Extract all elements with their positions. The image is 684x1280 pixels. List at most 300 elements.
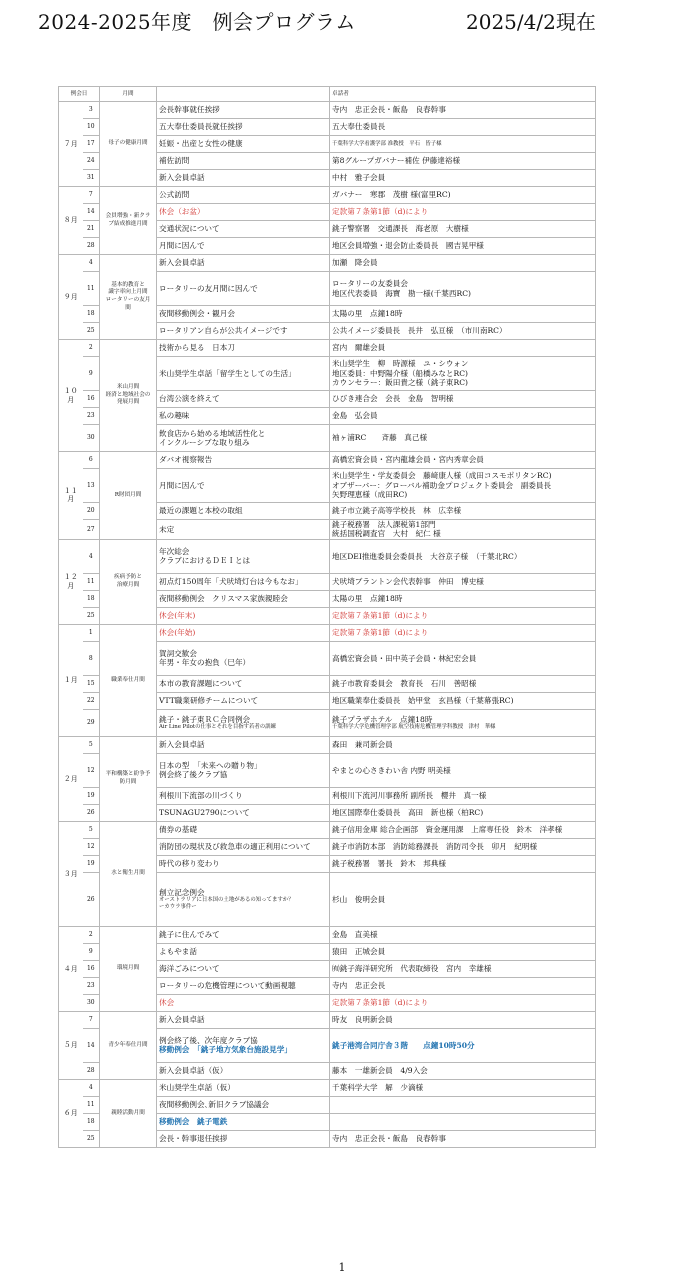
topic-line: 例会終了後、次年度クラブ協 bbox=[159, 1035, 258, 1045]
speaker-line: 時友 良明新会員 bbox=[332, 1015, 393, 1025]
topic-line: よもやま話 bbox=[159, 947, 197, 957]
speaker-line: 米山奨学生 柳 時源様 ユ・シウォン bbox=[332, 359, 469, 369]
speaker-cell bbox=[330, 238, 596, 255]
month-label: ６月 bbox=[59, 1079, 83, 1147]
speaker-cell bbox=[330, 306, 596, 323]
speaker-line: 地区会員増強・退会防止委員長 國吉晃甲様 bbox=[332, 241, 484, 251]
topic-line: 銚子に住んでみて bbox=[159, 930, 220, 940]
topic-line: 創立記念例会 bbox=[159, 887, 205, 897]
table-row bbox=[59, 255, 596, 272]
meeting-day: 18 bbox=[83, 590, 100, 607]
speaker-line: ロータリーの友委員会 bbox=[332, 279, 408, 289]
topic-line: 台湾公演を終えて bbox=[159, 394, 220, 404]
header-theme: 月間 bbox=[100, 87, 157, 102]
topic-line: 海洋ごみについて bbox=[159, 964, 220, 974]
topic-line: 補佐訪問 bbox=[159, 156, 190, 166]
speaker-cell bbox=[330, 692, 596, 709]
topic-line: 移動例会 「銚子地方気象台施設見学」 bbox=[159, 1045, 292, 1055]
topic-line: 月間に因んで bbox=[159, 480, 205, 490]
topic-cell bbox=[157, 323, 330, 340]
speaker-cell bbox=[330, 641, 596, 675]
topic-cell bbox=[157, 425, 330, 452]
meeting-day: 20 bbox=[83, 503, 100, 520]
header-speaker: 卓話者 bbox=[330, 87, 596, 102]
speaker-line: ㈲銚子海洋研究所 代表取締役 宮内 幸雄様 bbox=[332, 964, 492, 974]
meeting-day: 25 bbox=[83, 1130, 100, 1147]
topic-line: 会長・幹事退任挨拶 bbox=[159, 1134, 228, 1144]
month-label: ８月 bbox=[59, 187, 83, 255]
topic-cell bbox=[157, 675, 330, 692]
speaker-cell bbox=[330, 357, 596, 391]
speaker-line: 銚子信用金庫 総合企画部 資金運用課 上席専任役 鈴木 洋孝様 bbox=[332, 825, 563, 835]
month-theme-line: 経済と地域社会の bbox=[105, 391, 151, 398]
speaker-cell bbox=[330, 573, 596, 590]
speaker-line: 利根川下流河川事務所 副所長 櫻井 真一様 bbox=[332, 791, 487, 801]
speaker-cell bbox=[330, 1062, 596, 1079]
month-theme bbox=[100, 187, 157, 255]
topic-cell bbox=[157, 872, 330, 926]
topic-line: ロータリーの危機管理について動画視聴 bbox=[159, 981, 296, 991]
month-theme bbox=[100, 340, 157, 452]
month-label: １２月 bbox=[59, 539, 83, 624]
speaker-cell bbox=[330, 590, 596, 607]
topic-cell bbox=[157, 170, 330, 187]
month-theme bbox=[100, 539, 157, 624]
topic-cell bbox=[157, 943, 330, 960]
topic-line: 最近の課題と本校の取組 bbox=[159, 506, 243, 516]
meeting-day: 19 bbox=[83, 855, 100, 872]
table-row bbox=[59, 340, 596, 357]
speaker-line: 金島 直美様 bbox=[332, 930, 378, 940]
topic-line: 休会(年末) bbox=[159, 611, 196, 621]
speaker-cell bbox=[330, 960, 596, 977]
speaker-line: 銚子市消防本部 消防総務課長 消防司令長 卯月 紀明様 bbox=[332, 842, 538, 852]
topic-cell bbox=[157, 153, 330, 170]
topic-line: 新入会員卓話 bbox=[159, 740, 205, 750]
topic-line: 夜間移動例会 クリスマス家族親睦会 bbox=[159, 594, 288, 604]
topic-line: TSUNAGU2790について bbox=[159, 808, 250, 818]
topic-cell bbox=[157, 977, 330, 994]
speaker-line: 千葉科学大学 解 少滴様 bbox=[332, 1083, 424, 1093]
meeting-day: 25 bbox=[83, 607, 100, 624]
speaker-cell bbox=[330, 391, 596, 408]
topic-line: 時代の移り変わり bbox=[159, 859, 220, 869]
topic-cell bbox=[157, 1062, 330, 1079]
meeting-day: 8 bbox=[83, 641, 100, 675]
table-row bbox=[59, 102, 596, 119]
topic-line: 飲食店から始める地域活性化と bbox=[159, 428, 266, 438]
speaker-cell bbox=[330, 119, 596, 136]
speaker-line: ひびき連合会 会長 金島 智明様 bbox=[332, 394, 454, 404]
page-number: 1 bbox=[338, 1261, 346, 1274]
topic-line: 年次総会 bbox=[159, 546, 190, 556]
meeting-day: 23 bbox=[83, 408, 100, 425]
meeting-day: 5 bbox=[83, 736, 100, 753]
topic-line: 未定 bbox=[159, 524, 175, 534]
topic-cell bbox=[157, 306, 330, 323]
month-theme bbox=[100, 926, 157, 1011]
topic-line: 銚子・銚子東ＲＣ合同例会 bbox=[159, 714, 251, 724]
month-theme bbox=[100, 102, 157, 187]
table-row bbox=[59, 736, 596, 753]
topic-cell bbox=[157, 1011, 330, 1028]
speaker-line: 猿田 正城会員 bbox=[332, 947, 386, 957]
topic-line: 会長幹事就任挨拶 bbox=[159, 105, 220, 115]
speaker-line: 定款第７条第1節（d)により bbox=[332, 998, 429, 1008]
topic-line: 休会（お盆） bbox=[159, 207, 205, 217]
speaker-cell bbox=[330, 787, 596, 804]
month-theme-line: 米山月間 bbox=[116, 384, 140, 391]
month-theme-line: R財団月間 bbox=[114, 491, 142, 498]
speaker-cell bbox=[330, 469, 596, 503]
topic-line: Air Line Pilotの仕事とそれを目指す若者の訓練 bbox=[159, 724, 276, 731]
speaker-cell bbox=[330, 1130, 596, 1147]
month-label: ２月 bbox=[59, 736, 83, 821]
meeting-day: 5 bbox=[83, 821, 100, 838]
speaker-cell bbox=[330, 1028, 596, 1062]
meeting-day: 11 bbox=[83, 272, 100, 306]
meeting-day: 29 bbox=[83, 709, 100, 736]
speaker-cell bbox=[330, 926, 596, 943]
speaker-cell bbox=[330, 255, 596, 272]
speaker-line: 銚子税務署 署長 鈴木 邦典様 bbox=[332, 859, 446, 869]
table-row bbox=[59, 1011, 596, 1028]
meeting-day: 4 bbox=[83, 255, 100, 272]
month-theme-line: 母子の健康月間 bbox=[108, 140, 148, 147]
speaker-cell bbox=[330, 855, 596, 872]
topic-line: 米山奨学生卓話（仮） bbox=[159, 1083, 235, 1093]
meeting-day: 13 bbox=[83, 469, 100, 503]
meeting-day: 7 bbox=[83, 187, 100, 204]
speaker-line: 地区委員：中野陽介様（船橋みなとRC) bbox=[332, 368, 469, 378]
topic-line: クラブにおけるＤＥＩとは bbox=[159, 556, 251, 566]
table-row bbox=[59, 452, 596, 469]
topic-line: 日本の型 「未来への贈り物」 bbox=[159, 760, 262, 770]
speaker-line: 銚子税務署 法人課税第1部門 bbox=[332, 520, 436, 529]
topic-cell bbox=[157, 804, 330, 821]
topic-cell bbox=[157, 1028, 330, 1062]
meeting-day: 18 bbox=[83, 306, 100, 323]
meeting-day: 4 bbox=[83, 539, 100, 573]
meeting-day: 16 bbox=[83, 960, 100, 977]
program-table-body bbox=[59, 87, 596, 1148]
topic-cell bbox=[157, 607, 330, 624]
speaker-line: 地区代表委員 海寶 勘一様(千葉西RC) bbox=[332, 288, 471, 298]
month-theme bbox=[100, 1079, 157, 1147]
table-row bbox=[59, 187, 596, 204]
speaker-cell bbox=[330, 1096, 596, 1113]
topic-cell bbox=[157, 221, 330, 238]
meeting-day: 26 bbox=[83, 804, 100, 821]
month-theme bbox=[100, 821, 157, 926]
speaker-cell bbox=[330, 872, 596, 926]
month-theme-line: ロータリーの友月間 bbox=[105, 297, 151, 311]
speaker-cell bbox=[330, 408, 596, 425]
speaker-cell bbox=[330, 736, 596, 753]
speaker-line: 杉山 俊明会員 bbox=[332, 894, 386, 904]
topic-line: 五大奉仕委員長就任挨拶 bbox=[159, 122, 243, 132]
month-theme bbox=[100, 255, 157, 340]
topic-cell bbox=[157, 736, 330, 753]
table-row bbox=[59, 624, 596, 641]
meeting-day: 31 bbox=[83, 170, 100, 187]
speaker-cell bbox=[330, 170, 596, 187]
month-theme-line: 治療月間 bbox=[116, 581, 140, 588]
meeting-day: 17 bbox=[83, 136, 100, 153]
topic-cell bbox=[157, 408, 330, 425]
speaker-line: 定款第７条第1節（d)により bbox=[332, 611, 429, 621]
table-row bbox=[59, 926, 596, 943]
topic-cell bbox=[157, 926, 330, 943]
meeting-day: 11 bbox=[83, 1096, 100, 1113]
month-label: ３月 bbox=[59, 821, 83, 926]
topic-cell bbox=[157, 272, 330, 306]
topic-line: 消防団の現状及び救急車の適正利用について bbox=[159, 842, 311, 852]
topic-line: ロータリアン自らが公共イメージです bbox=[159, 326, 288, 336]
speaker-line: 高橋宏資会員・宮内龍雄会員・宮内秀章会員 bbox=[332, 455, 484, 465]
speaker-line: 宮内 爾雄会員 bbox=[332, 343, 386, 353]
month-label: １０月 bbox=[59, 340, 83, 452]
speaker-line: 金島 弘会員 bbox=[332, 411, 378, 421]
speaker-cell bbox=[330, 539, 596, 573]
topic-cell bbox=[157, 1113, 330, 1130]
speaker-line: 藤本 一雄新会員 4/9入会 bbox=[332, 1066, 428, 1076]
topic-cell bbox=[157, 692, 330, 709]
topic-line: 移動例会 銚子電鉄 bbox=[159, 1117, 228, 1127]
speaker-cell bbox=[330, 425, 596, 452]
speaker-line: 銚子プラザホテル 点鐘18時 bbox=[332, 714, 433, 724]
speaker-line: 森田 兼司新会員 bbox=[332, 740, 393, 750]
meeting-day: 21 bbox=[83, 221, 100, 238]
topic-cell bbox=[157, 238, 330, 255]
speaker-line: 銚子市立銚子高等学校長 林 広幸様 bbox=[332, 506, 462, 516]
topic-line: 交通状況について bbox=[159, 224, 220, 234]
topic-line: 私の趣味 bbox=[159, 411, 190, 421]
topic-cell bbox=[157, 855, 330, 872]
speaker-cell bbox=[330, 624, 596, 641]
meeting-day: 10 bbox=[83, 119, 100, 136]
topic-line: ーカウラ事件ー bbox=[159, 904, 197, 911]
program-table bbox=[58, 86, 596, 1148]
speaker-cell bbox=[330, 994, 596, 1011]
topic-line: 本市の教育課題について bbox=[159, 679, 243, 689]
speaker-line: ガバナー 寒郡 茂樹 様(富里RC) bbox=[332, 190, 451, 200]
speaker-line: 加瀬 降会員 bbox=[332, 258, 378, 268]
month-theme-line: 職業奉仕月間 bbox=[111, 676, 145, 683]
speaker-cell bbox=[330, 340, 596, 357]
meeting-day: 11 bbox=[83, 573, 100, 590]
speaker-line: 地区職業奉仕委員長 姶甲堂 玄昌様（千葉幕張RC) bbox=[332, 696, 514, 706]
topic-line: VTT職業研修チームについて bbox=[159, 696, 259, 706]
topic-line: インクルーシブな取り組み bbox=[159, 438, 250, 447]
speaker-cell bbox=[330, 323, 596, 340]
topic-cell bbox=[157, 1130, 330, 1147]
meeting-day: 1 bbox=[83, 624, 100, 641]
speaker-line: 米山奨学生・学友委員会 藤﨑康人様（成田コスモポリタンRC) bbox=[332, 471, 552, 481]
topic-cell bbox=[157, 709, 330, 736]
month-label: ４月 bbox=[59, 926, 83, 1011]
month-theme-line: 青少年奉仕月間 bbox=[108, 1041, 148, 1048]
speaker-cell bbox=[330, 204, 596, 221]
speaker-cell bbox=[330, 943, 596, 960]
topic-line: ロータリーの友月間に因んで bbox=[159, 283, 258, 293]
speaker-line: 袖ヶ浦RC 斉藤 真己様 bbox=[332, 433, 428, 443]
meeting-day: 4 bbox=[83, 1079, 100, 1096]
meeting-day: 25 bbox=[83, 323, 100, 340]
topic-cell bbox=[157, 102, 330, 119]
meeting-day: 22 bbox=[83, 692, 100, 709]
meeting-day: 14 bbox=[83, 1028, 100, 1062]
month-theme bbox=[100, 1011, 157, 1079]
month-theme-line: 識字率向上月間 bbox=[108, 289, 148, 296]
topic-cell bbox=[157, 838, 330, 855]
topic-cell bbox=[157, 503, 330, 520]
speaker-line: 定款第７条第1節（d)により bbox=[332, 207, 429, 217]
topic-line: 休会 bbox=[159, 998, 175, 1008]
topic-line: 新入会員卓話（仮） bbox=[159, 1066, 228, 1076]
speaker-line: 公共イメージ委員長 長井 弘亘様 （市川南RC） bbox=[332, 326, 507, 336]
speaker-line: 地区DEI推進委員会委員長 大谷京子様 （千葉北RC） bbox=[332, 551, 522, 561]
topic-line: 公式訪問 bbox=[159, 190, 190, 200]
speaker-line: 寺内 忠正会長・飯島 良春幹事 bbox=[332, 1134, 446, 1144]
topic-line: 新入会員卓話 bbox=[159, 173, 205, 183]
speaker-line: 銚子港湾合同庁舎３階 点鐘10時50分 bbox=[332, 1040, 475, 1050]
topic-cell bbox=[157, 590, 330, 607]
speaker-cell bbox=[330, 709, 596, 736]
speaker-line: 統括国税調査官 大村 紀仁 様 bbox=[332, 529, 441, 539]
meeting-day: 2 bbox=[83, 926, 100, 943]
speaker-line: 太陽の里 点鐘18時 bbox=[332, 309, 403, 319]
topic-cell bbox=[157, 539, 330, 573]
speaker-line: 太陽の里 点鐘18時 bbox=[332, 594, 403, 604]
topic-line: 債券の基礎 bbox=[159, 825, 197, 835]
month-theme-line: 親睦活動月間 bbox=[111, 1109, 145, 1116]
month-label: １１月 bbox=[59, 452, 83, 540]
month-theme bbox=[100, 624, 157, 736]
topic-cell bbox=[157, 391, 330, 408]
speaker-line: 中村 雅子会員 bbox=[332, 173, 386, 183]
meeting-day: 15 bbox=[83, 675, 100, 692]
topic-cell bbox=[157, 255, 330, 272]
speaker-cell bbox=[330, 838, 596, 855]
month-label: ５月 bbox=[59, 1011, 83, 1079]
topic-line: 夜間移動例会､新旧クラブ協議会 bbox=[159, 1100, 270, 1110]
page-header bbox=[0, 0, 684, 40]
meeting-day: 28 bbox=[83, 1062, 100, 1079]
meeting-day: 23 bbox=[83, 977, 100, 994]
meeting-day: 16 bbox=[83, 391, 100, 408]
speaker-cell bbox=[330, 452, 596, 469]
speaker-line: 千葉科学大学看護学部 准教授 平石 皆子様 bbox=[332, 140, 442, 147]
table-header-row bbox=[59, 87, 596, 102]
meeting-day: 18 bbox=[83, 1113, 100, 1130]
speaker-cell bbox=[330, 675, 596, 692]
topic-cell bbox=[157, 1079, 330, 1096]
speaker-line: 銚子市教育委員会 教育長 石川 善昭様 bbox=[332, 679, 477, 689]
speaker-line: 定款第７条第1節（d)により bbox=[332, 628, 429, 638]
month-theme bbox=[100, 452, 157, 540]
topic-cell bbox=[157, 624, 330, 641]
month-label: ９月 bbox=[59, 255, 83, 340]
topic-line: 月間に因んで bbox=[159, 241, 205, 251]
speaker-line: やまとの心さきわい舎 内野 明美様 bbox=[332, 765, 451, 775]
topic-cell bbox=[157, 573, 330, 590]
meeting-day: 9 bbox=[83, 943, 100, 960]
topic-line: 賀詞交歓会 bbox=[159, 648, 197, 658]
topic-cell bbox=[157, 1096, 330, 1113]
speaker-line: 千葉科学大学危機管理学部 航空技術危機管理学科教授 津村 華様 bbox=[332, 724, 496, 731]
topic-line: 休会(年始) bbox=[159, 628, 196, 638]
speaker-line: 矢野理恵様（成田RC) bbox=[332, 490, 408, 500]
meeting-day: 6 bbox=[83, 452, 100, 469]
as-of-date: 2025/4/2現在 bbox=[466, 10, 596, 34]
month-theme-line: 防月間 bbox=[119, 778, 137, 785]
speaker-cell bbox=[330, 187, 596, 204]
meeting-day: 24 bbox=[83, 153, 100, 170]
topic-cell bbox=[157, 136, 330, 153]
meeting-day: 30 bbox=[83, 994, 100, 1011]
topic-line: 新入会員卓話 bbox=[159, 258, 205, 268]
meeting-day: 7 bbox=[83, 1011, 100, 1028]
meeting-day: 19 bbox=[83, 787, 100, 804]
topic-line: 例会終了後クラブ協 bbox=[159, 770, 228, 780]
topic-cell bbox=[157, 469, 330, 503]
meeting-day: 9 bbox=[83, 357, 100, 391]
month-theme-line: 平和構築と紛争予 bbox=[105, 771, 151, 778]
speaker-cell bbox=[330, 102, 596, 119]
speaker-cell bbox=[330, 607, 596, 624]
topic-cell bbox=[157, 821, 330, 838]
topic-cell bbox=[157, 452, 330, 469]
speaker-cell bbox=[330, 804, 596, 821]
month-theme-line: 疾病予防と bbox=[114, 574, 142, 581]
month-theme-line: 発展月間 bbox=[116, 399, 140, 406]
topic-cell bbox=[157, 204, 330, 221]
topic-line: 年男・年女の抱負（巳年） bbox=[159, 658, 251, 668]
topic-cell bbox=[157, 641, 330, 675]
topic-line: オーストラリアに日本国の土地があるの知ってますか？ bbox=[159, 897, 294, 904]
topic-line: 米山奨学生卓話「留学生としての生活」 bbox=[159, 368, 296, 378]
topic-cell bbox=[157, 357, 330, 391]
speaker-cell bbox=[330, 272, 596, 306]
speaker-cell bbox=[330, 136, 596, 153]
meeting-day: 14 bbox=[83, 204, 100, 221]
month-label: １月 bbox=[59, 624, 83, 736]
topic-line: 初点灯150周年「犬吠埼灯台は今もなお」 bbox=[159, 577, 303, 587]
topic-line: 妊娠・出産と女性の健康 bbox=[159, 139, 243, 149]
speaker-cell bbox=[330, 503, 596, 520]
speaker-line: 寺内 忠正会長 bbox=[332, 981, 386, 991]
topic-line: 夜間移動例会・観月会 bbox=[159, 309, 235, 319]
topic-line: 技術から見る 日本刀 bbox=[159, 343, 235, 353]
month-theme-line: 基本的教育と bbox=[111, 281, 145, 288]
meeting-day: 30 bbox=[83, 425, 100, 452]
speaker-cell bbox=[330, 977, 596, 994]
speaker-cell bbox=[330, 153, 596, 170]
speaker-cell bbox=[330, 520, 596, 540]
speaker-cell bbox=[330, 1011, 596, 1028]
table-row bbox=[59, 1079, 596, 1096]
topic-line: 利根川下流部の川づくり bbox=[159, 791, 243, 801]
speaker-line: 地区国際奉仕委員長 高田 新也様（柏RC) bbox=[332, 808, 484, 818]
topic-cell bbox=[157, 340, 330, 357]
speaker-line: 第8グループガバナー補佐 伊藤達裕様 bbox=[332, 156, 461, 166]
header-topic bbox=[157, 87, 330, 102]
meeting-day: 2 bbox=[83, 340, 100, 357]
meeting-day: 27 bbox=[83, 520, 100, 540]
table-row bbox=[59, 821, 596, 838]
topic-cell bbox=[157, 753, 330, 787]
